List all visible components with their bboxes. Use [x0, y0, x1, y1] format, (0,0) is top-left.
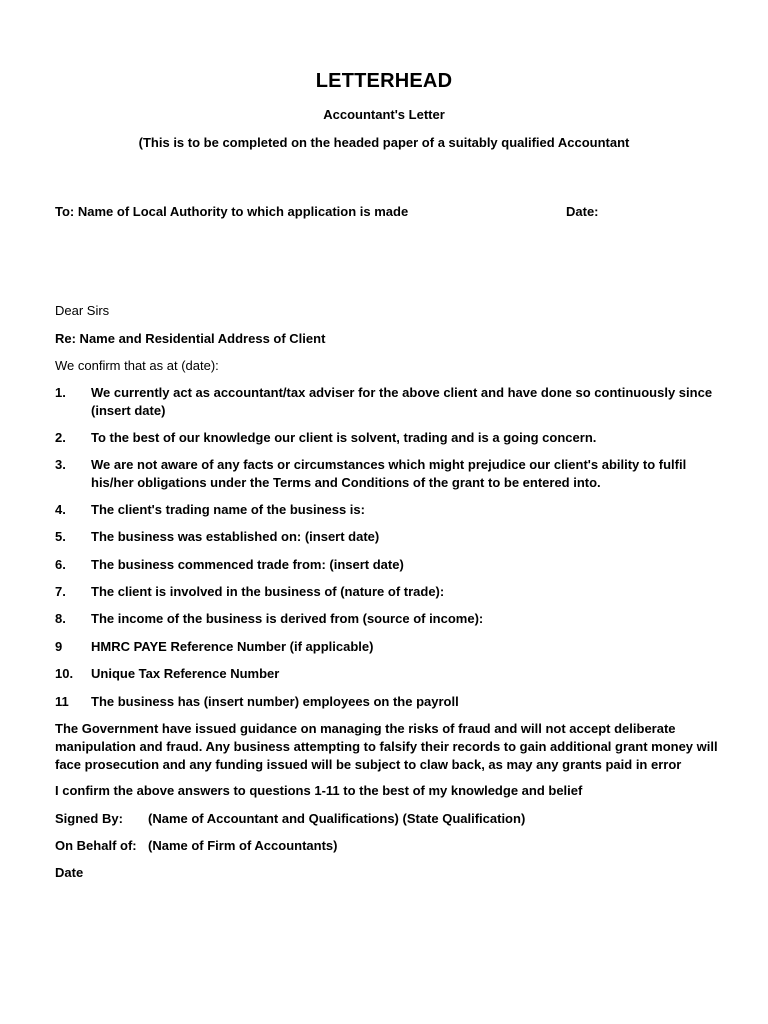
list-item-number: 10. — [55, 666, 74, 681]
on-behalf-value: (Name of Firm of Accountants) — [148, 838, 338, 853]
list-item-number: 7. — [55, 584, 66, 599]
letter-instruction: (This is to be completed on the headed paper of a suitably qualified Accountant — [138, 135, 630, 150]
list-item-number: 6. — [55, 557, 66, 572]
list-item — [55, 456, 715, 492]
signed-by-value: (Name of Accountant and Qualifications) (State Qualification) — [148, 811, 526, 826]
list-item-text: To the best of our knowledge our client is solvent, trading and is a going concern. — [91, 430, 597, 445]
confirmation-statement: I confirm the above answers to questions 1-11 to the best of my knowledge and belief — [55, 783, 583, 798]
list-item-number: 4. — [55, 502, 66, 517]
fraud-warning-paragraph: The Government have issued guidance on managing the risks of fraud and will not accept deliberate manipulation and fraud. Any business attempting to falsify their records to gain additional grant money will face prosecution and any funding issued will be subject to claw back, as may any grants paid in error — [55, 721, 718, 772]
letterhead-title: LETTERHEAD — [315, 70, 453, 92]
list-item — [55, 528, 715, 546]
list-item-text: We are not aware of any facts or circumstances which might prejudice our client's ability to fulfil his/her obligations under the Terms and Conditions of the grant to be entered into. — [91, 457, 687, 490]
re-line: Re: Name and Residential Address of Client — [55, 331, 326, 346]
salutation: Dear Sirs — [55, 303, 110, 318]
signature-date-label: Date — [55, 865, 84, 880]
list-item-text: We currently act as accountant/tax adviser for the above client and have done so continuously since (insert date) — [91, 385, 713, 418]
list-item — [55, 693, 715, 711]
list-item — [55, 610, 715, 628]
list-item-text: The income of the business is derived from (source of income): — [91, 611, 484, 626]
signed-by-label: Signed By: — [55, 811, 123, 826]
list-item-text: The client's trading name of the business is: — [91, 502, 365, 517]
list-item — [55, 556, 715, 574]
list-item — [55, 583, 715, 601]
confirm-intro: We confirm that as at (date): — [55, 358, 219, 373]
recipient-line: To: Name of Local Authority to which application is made — [55, 204, 409, 219]
list-item-text: The business commenced trade from: (insert date) — [91, 557, 404, 572]
date-label: Date: — [566, 204, 599, 219]
list-item — [55, 501, 715, 519]
list-item-number: 9 — [55, 639, 63, 654]
list-item-text: Unique Tax Reference Number — [91, 666, 280, 681]
list-item-number: 3. — [55, 457, 66, 472]
list-item — [55, 429, 715, 447]
list-item-text: The business was established on: (insert date) — [91, 529, 380, 544]
list-item-text: HMRC PAYE Reference Number (if applicable) — [91, 639, 374, 654]
list-item-number: 1. — [55, 385, 66, 400]
list-item-text: The business has (insert number) employees on the payroll — [91, 694, 459, 709]
list-item-text: The client is involved in the business of (nature of trade): — [91, 584, 445, 599]
list-item — [55, 638, 715, 656]
list-item — [55, 665, 715, 683]
letter-subtitle: Accountant's Letter — [323, 107, 445, 122]
list-item — [55, 384, 715, 420]
list-item-number: 11 — [55, 694, 69, 709]
list-item-number: 5. — [55, 529, 66, 544]
on-behalf-label: On Behalf of: — [55, 838, 137, 853]
list-item-number: 8. — [55, 611, 66, 626]
list-item-number: 2. — [55, 430, 66, 445]
